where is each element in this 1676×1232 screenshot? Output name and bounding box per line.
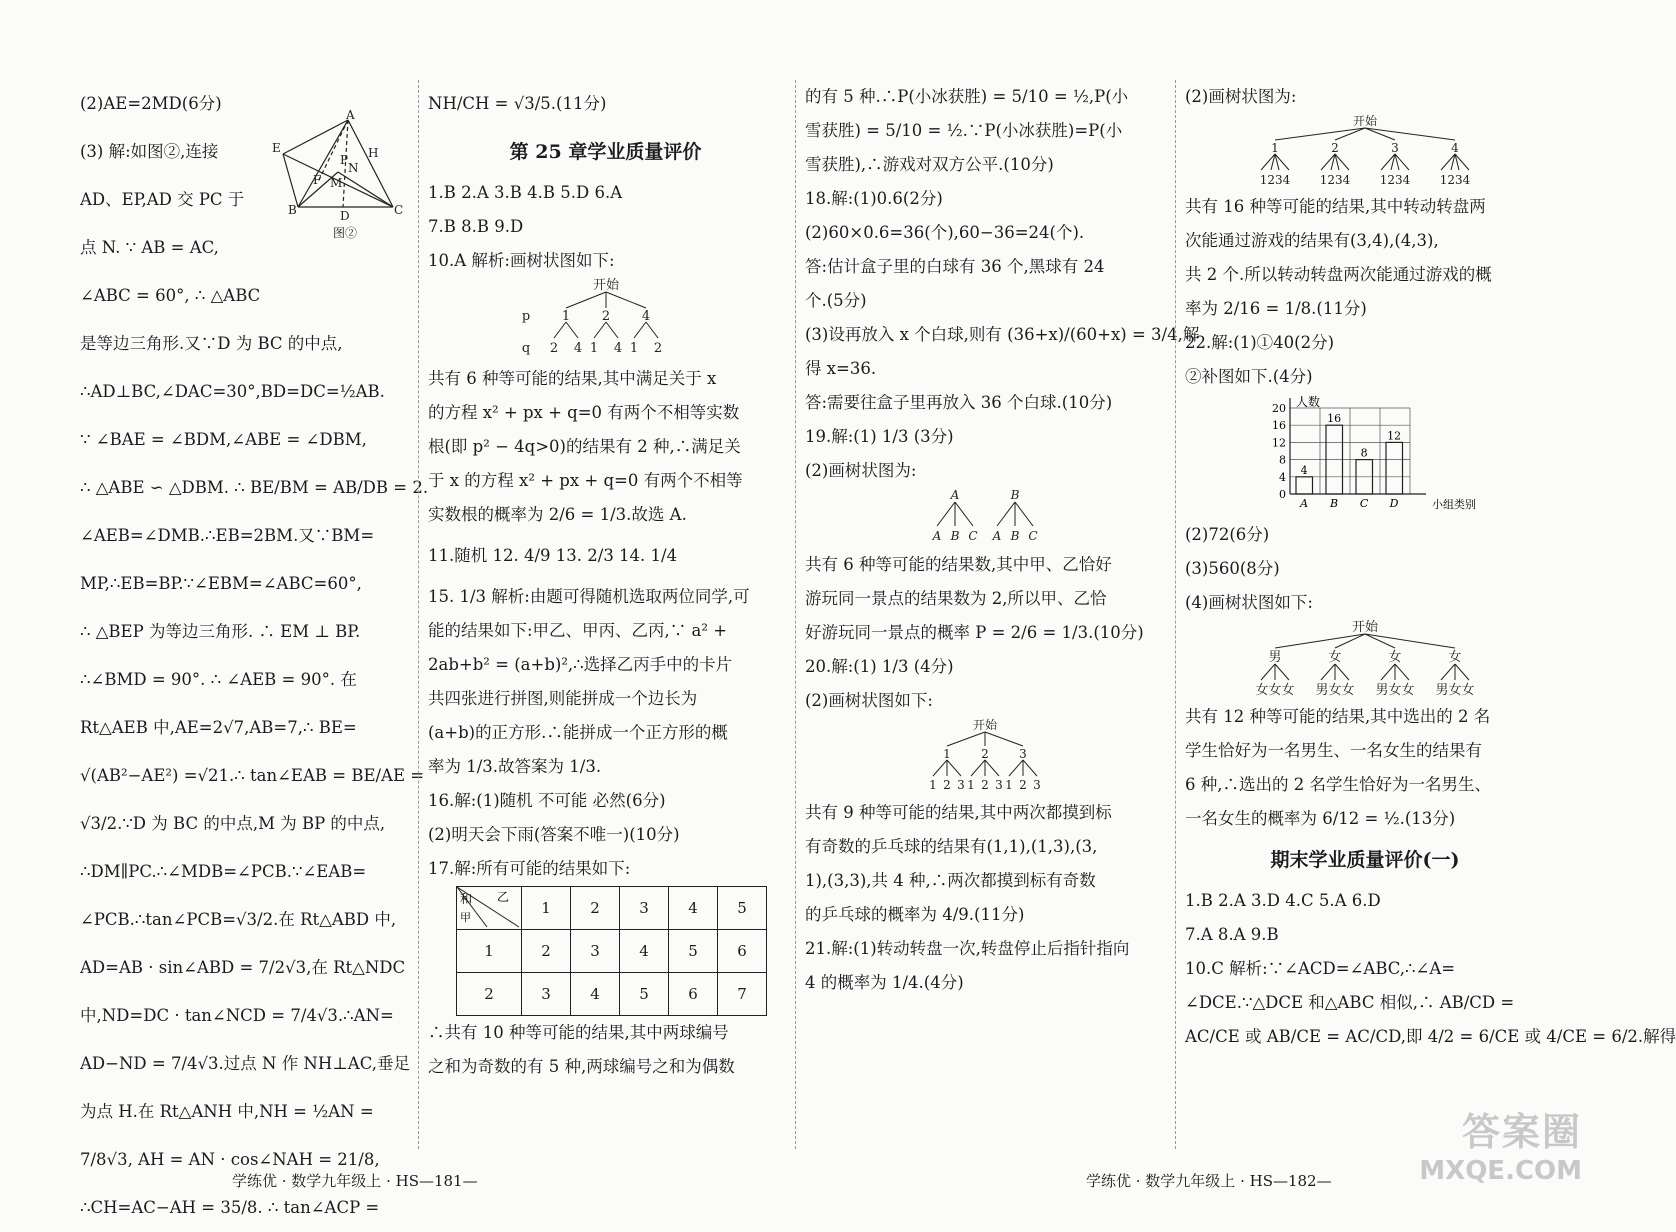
svg-text:B: B [1010,488,1020,502]
svg-text:B: B [1010,529,1020,543]
chapter-heading: 第 25 章学业质量评价 [509,141,702,163]
svg-text:F: F [313,173,322,187]
text-line: ∴DM∥PC.∴∠MDB=∠PCB.∵∠EAB= [80,862,367,881]
data-label: 4 [1300,463,1308,477]
svg-text:A: A [950,488,960,502]
svg-text:图②: 图② [333,226,358,240]
svg-text:和: 和 [460,892,473,906]
text-line: AD、EP,AD 交 PC 于 [80,190,245,209]
text-line: 率为 1/3.故答案为 1/3. [428,757,602,776]
table-cell: 5 [669,930,718,973]
text-line: (3) 解:如图②,连接 [80,142,219,161]
y-tick-label: 12 [1272,436,1286,450]
column-3-text-c [805,796,1165,1000]
table-cell: 1 [457,930,522,973]
text-line: ∴AD⊥BC,∠DAC=30°,BD=DC=½AB. [80,382,385,401]
column-4-text-a [1185,190,1545,394]
svg-text:3: 3 [1033,778,1041,792]
svg-text:B: B [288,203,297,217]
watermark-logo [1412,1101,1582,1211]
final-exam-heading: 期末学业质量评价(一) [1270,849,1460,871]
svg-text:C: C [1028,529,1038,543]
y-tick-label: 20 [1272,402,1286,415]
table-cell: 3 [522,973,571,1016]
text-line: 次能通过游戏的结果有(3,4),(4,3), [1185,231,1439,250]
text-line: 之和为奇数的有 5 种,两球编号之和为偶数 [428,1057,735,1076]
table-header-row [457,887,767,930]
text-line: 6 种,∴选出的 2 名学生恰好为一名男生、 [1185,775,1491,794]
tree-diagram-q20 [805,718,1165,796]
svg-text:1234: 1234 [1379,173,1411,187]
text-line: 共有 6 种等可能的结果,其中满足关于 x [428,369,717,388]
text-line: ∵ ∠BAE = ∠BDM,∠ABE = ∠DBM, [80,430,367,449]
svg-text:1: 1 [967,778,975,792]
table-cell: 4 [620,930,669,973]
column-3 [805,80,1200,1000]
svg-text:开始: 开始 [592,278,619,293]
svg-text:3: 3 [957,778,965,792]
text-line: (2)画树状图为: [805,461,917,480]
text-line: ∠DCE.∵△DCE 和△ABC 相似,∴ AB/CD = [1185,993,1515,1012]
x-axis-label: 小组类别 [1432,498,1476,511]
svg-text:男女女: 男女女 [1315,683,1355,698]
y-tick-label: 4 [1279,470,1286,484]
text-line: 学生恰好为一名男生、一名女生的结果有 [1185,741,1482,760]
text-line: 有奇数的乒乓球的结果有(1,1),(1,3),(3, [805,837,1098,856]
svg-text:1: 1 [943,747,951,761]
table-cell: 4 [669,887,718,930]
tree-diagram-q21 [1185,114,1545,190]
column-1 [80,80,429,1232]
text-line: 根(即 p² − 4q>0)的结果有 2 种,∴满足关 [428,437,741,456]
text-line: 共四张进行拼图,则能拼成一个边长为 [428,689,698,708]
text-line: 能的结果如下:甲乙、甲丙、乙丙,∵ a² + [428,621,728,640]
text-line: (3)560(8分) [1185,559,1280,578]
footer-right: 学练优 · 数学九年级上 · HS—182— [1086,1172,1332,1190]
text-line: ②补图如下.(4分) [1185,367,1313,386]
tree-diagram-q22 [1185,620,1545,700]
svg-text:2: 2 [1331,141,1339,155]
q10-line: 10.A 解析:画树状图如下: [428,251,615,270]
text-line: 游玩同一景点的结果数为 2,所以甲、乙恰 [805,589,1107,608]
svg-text:A: A [346,108,355,122]
tree-diagram-q19 [805,488,1165,548]
column-divider-3 [1175,80,1176,1149]
text-line: Rt△AEB 中,AE=2√7,AB=7,∴ BE= [80,718,357,737]
text-line: 15. 1/3 解析:由题可得随机选取两位同学,可 [428,587,750,606]
svg-text:H: H [368,146,379,160]
text-line: 得 x=36. [805,359,877,378]
table-cell: 2 [571,887,620,930]
table-corner-cell [457,887,522,930]
text-line: 为点 H.在 Rt△ANH 中,NH = ½AN = [80,1102,374,1121]
svg-text:甲: 甲 [460,911,471,924]
column-4 [1185,80,1676,1054]
text-line: 一名女生的概率为 6/12 = ½.(13分) [1185,809,1456,828]
table-cell: 6 [669,973,718,1016]
table-cell: 6 [718,930,767,973]
text-line: (4)画树状图如下: [1185,593,1313,612]
text-line: 共 2 个.所以转动转盘两次能通过游戏的概 [1185,265,1492,284]
svg-text:2: 2 [981,747,989,761]
answers-row-1: 1.B 2.A 3.B 4.B 5.D 6.A [428,183,623,202]
text-line: ∴CH=AC−AH = 35/8. ∴ tan∠ACP = [80,1198,380,1217]
text-line: 的乒乓球的概率为 4/9.(11分) [805,905,1025,924]
svg-text:3: 3 [995,778,1003,792]
text-line: 19.解:(1) 1/3 (3分) [805,427,954,446]
x-tick-label: B [1330,497,1339,510]
svg-text:4: 4 [641,309,650,324]
text-line: 个.(5分) [805,291,867,310]
results-table [456,886,767,1016]
x-tick-label: D [1389,497,1399,510]
text-line: ∴ △ABE ∽ △DBM. ∴ BE/BM = AB/DB = 2. [80,478,429,497]
text-line: 答:需要往盒子里再放入 36 个白球.(10分) [805,393,1113,412]
fraction-line: NH/CH = √3/5.(11分) [428,94,607,113]
text-line: 雪获胜),∴游戏对双方公平.(10分) [805,155,1054,174]
svg-text:开始: 开始 [1352,114,1378,128]
column-divider-1 [418,80,419,1149]
text-line: √(AB²−AE²) =√21.∴ tan∠EAB = BE/AE = [80,766,425,785]
table-cell: 3 [620,887,669,930]
q21-part2-intro: (2)画树状图为: [1185,87,1297,106]
text-line: ∴∠BMD = 90°. ∴ ∠AEB = 90°. 在 [80,670,357,689]
svg-text:乙: 乙 [497,890,510,904]
text-line: ∴ △BEP 为等边三角形. ∴ EM ⊥ BP. [80,622,361,641]
x-tick-label: C [1359,497,1369,510]
svg-text:1: 1 [1005,778,1013,792]
column-1-text [80,80,429,1232]
data-label: 8 [1360,446,1368,460]
q16-part2: (2)明天会下雨(答案不唯一)(10分) [428,825,680,844]
text-line: 答:估计盒子里的白球有 36 个,黑球有 24 [805,257,1105,276]
table-cell: 2 [522,930,571,973]
svg-text:A: A [992,529,1002,543]
svg-text:男: 男 [1268,650,1282,665]
text-line: ∠ABC = 60°, ∴ △ABC [80,286,261,305]
svg-text:1: 1 [589,341,598,356]
text-line: (2)AE=2MD(6分) [80,94,222,113]
text-line: 的有 5 种.∴P(小冰获胜) = 5/10 = ½,P(小 [805,87,1129,106]
text-line: 1),(3,3),共 4 种,∴两次都摸到标有奇数 [805,871,1096,890]
text-line: 18.解:(1)0.6(2分) [805,189,943,208]
q15-explanation [428,580,783,784]
svg-text:1: 1 [561,309,570,324]
table-cell: 3 [571,930,620,973]
svg-text:1234: 1234 [1439,173,1471,187]
text-line: 中,ND=DC · tan∠NCD = 7/4√3.∴AN= [80,1006,394,1025]
text-line: 7.A 8.A 9.B [1185,925,1279,944]
svg-text:E: E [272,141,281,155]
text-line: AD−ND = 7/4√3.过点 N 作 NH⊥AC,垂足 [80,1054,410,1073]
text-line: 好游玩同一景点的概率 P = 2/6 = 1/3.(10分) [805,623,1144,642]
svg-text:开始: 开始 [972,718,998,732]
svg-text:1: 1 [1271,141,1279,155]
answers-row-2: 7.B 8.B 9.D [428,217,524,236]
svg-text:2: 2 [549,341,558,356]
svg-text:4: 4 [573,341,582,356]
svg-text:4: 4 [1451,141,1459,155]
svg-text:女: 女 [1388,650,1402,665]
svg-text:男女女: 男女女 [1375,683,1415,698]
bar-chart [1250,394,1480,514]
svg-text:B: B [950,529,960,543]
column-2 [428,80,783,1084]
text-line: AD=AB · sin∠ABD = 7/2√3,在 Rt△NDC [80,958,406,977]
text-line: ∠AEB=∠DMB.∴EB=2BM.又∵BM= [80,526,375,545]
text-line: 4 的概率为 1/4.(4分) [805,973,964,992]
text-line: AC/CE 或 AB/CE = AC/CD,即 4/2 = 6/CE 或 4/CE = 6/2.解得 [1185,1027,1676,1046]
text-line: 20.解:(1) 1/3 (4分) [805,657,954,676]
q17-intro: 17.解:所有可能的结果如下: [428,859,631,878]
svg-text:P: P [340,153,349,167]
svg-text:C: C [968,529,978,543]
bar [1386,442,1403,494]
svg-text:男女女: 男女女 [1435,683,1475,698]
text-line: 2ab+b² = (a+b)²,∴选择乙丙手中的卡片 [428,655,733,674]
table-cell: 2 [457,973,522,1016]
tree-diagram-q10 [428,278,783,362]
svg-text:1: 1 [629,341,638,356]
svg-text:N: N [348,161,359,175]
table-cell: 7 [718,973,767,1016]
text-line: 共有 6 种等可能的结果数,其中甲、乙恰好 [805,555,1112,574]
svg-text:3: 3 [1391,141,1399,155]
y-tick-label: 0 [1279,488,1286,501]
text-line: 1.B 2.A 3.D 4.C 5.A 6.D [1185,891,1381,910]
y-tick-label: 8 [1279,453,1286,467]
text-line: MP,∴EB=BP.∵∠EBM=∠ABC=60°, [80,574,362,593]
text-line: 共有 16 种等可能的结果,其中转动转盘两 [1185,197,1486,216]
table-cell: 4 [571,973,620,1016]
text-line: 雪获胜) = 5/10 = ½.∵P(小冰获胜)=P(小 [805,121,1123,140]
y-axis-label: 人数 [1296,395,1321,409]
text-line: 实数根的概率为 2/6 = 1/3.故选 A. [428,505,687,524]
data-label: 16 [1327,412,1342,426]
svg-text:D: D [340,209,350,223]
svg-text:A: A [932,529,942,543]
q10-explanation [428,362,783,532]
svg-text:女: 女 [1328,650,1342,665]
svg-text:3: 3 [1019,747,1027,761]
text-line: 共有 12 种等可能的结果,其中选出的 2 名 [1185,707,1491,726]
table-row [457,973,767,1016]
svg-text:1234: 1234 [1319,173,1351,187]
svg-text:1234: 1234 [1259,173,1291,187]
text-line: 7/8√3, AH = AN · cos∠NAH = 21/8, [80,1150,380,1169]
table-cell: 1 [522,887,571,930]
svg-text:2: 2 [943,778,951,792]
column-3-text-a [805,80,1200,488]
data-label: 12 [1387,429,1402,443]
bar-chart-container [1185,394,1545,518]
svg-text:2: 2 [601,309,610,324]
footer-left: 学练优 · 数学九年级上 · HS—181— [232,1172,478,1190]
text-line: (2)画树状图如下: [805,691,933,710]
column-divider-2 [795,80,796,1149]
column-4-text-c [1185,700,1545,836]
watermark-text: 答案圈 [1461,1110,1582,1154]
svg-text:2: 2 [981,778,989,792]
text-line: (a+b)的正方形.∴能拼成一个正方形的概 [428,723,728,742]
text-line: (2)72(6分) [1185,525,1270,544]
text-line: 21.解:(1)转动转盘一次,转盘停止后指针指向 [805,939,1130,958]
text-line: 的方程 x² + px + q=0 有两个不相等实数 [428,403,740,422]
bar [1296,477,1313,494]
svg-text:4: 4 [613,341,622,356]
q17-conclusion [428,1016,783,1084]
column-4-text-d [1185,884,1676,1054]
table-cell: 5 [718,887,767,930]
column-3-text-b [805,548,1165,718]
q16-part1: 16.解:(1)随机 不可能 必然(6分) [428,791,666,810]
q11-14-answers: 11.随机 12. 4/9 13. 2/3 14. 1/4 [428,546,678,565]
text-line: ∠PCB.∴tan∠PCB=√3/2.在 Rt△ABD 中, [80,910,397,929]
x-tick-label: A [1300,497,1309,510]
table-row [457,930,767,973]
text-line: 是等边三角形.又∵D 为 BC 的中点, [80,334,343,353]
svg-text:女: 女 [1448,650,1462,665]
svg-text:1: 1 [929,778,937,792]
geometry-figure [268,108,418,242]
y-tick-label: 16 [1272,419,1286,433]
text-line: 10.C 解析:∵∠ACD=∠ABC,∴∠A= [1185,959,1456,978]
svg-text:M: M [330,176,343,190]
svg-text:2: 2 [653,341,662,356]
svg-text:p: p [521,309,530,324]
text-line: 共有 9 种等可能的结果,其中两次都摸到标 [805,803,1112,822]
text-line: 22.解:(1)①40(2分) [1185,333,1335,352]
text-line: (2)60×0.6=36(个),60−36=24(个). [805,223,1085,242]
svg-text:q: q [521,341,530,356]
column-4-text-b [1185,518,1545,620]
svg-text:女女女: 女女女 [1255,683,1295,698]
svg-text:开始: 开始 [1351,620,1379,635]
text-line: 点 N. ∵ AB = AC, [80,238,219,257]
watermark-url: MXQE.COM [1419,1156,1582,1186]
svg-text:C: C [394,203,404,217]
text-line: 率为 2/16 = 1/8.(11分) [1185,299,1367,318]
text-line: 于 x 的方程 x² + px + q=0 有两个不相等 [428,471,743,490]
table-cell: 5 [620,973,669,1016]
text-line: √3/2.∵D 为 BC 的中点,M 为 BP 的中点, [80,814,386,833]
text-line: ∴共有 10 种等可能的结果,其中两球编号 [428,1023,729,1042]
svg-text:2: 2 [1019,778,1027,792]
text-line: (3)设再放入 x 个白球,则有 (36+x)/(60+x) = 3/4,解 [805,325,1200,344]
